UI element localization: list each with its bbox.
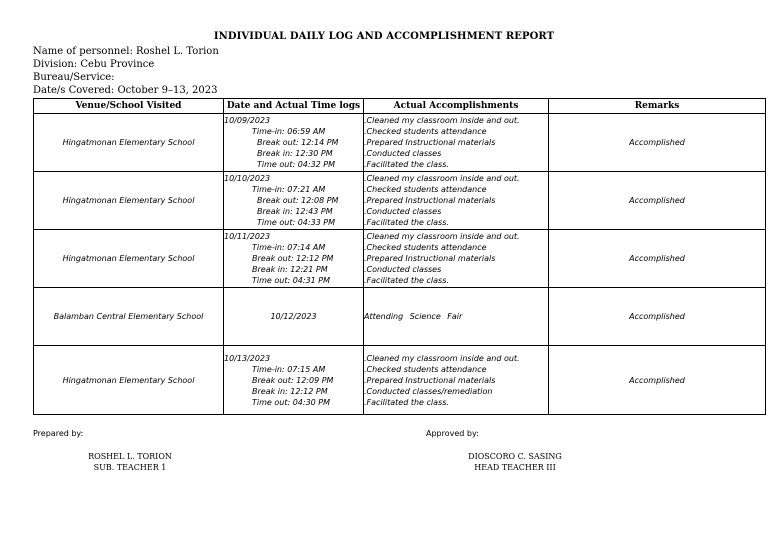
time-out: Time out: 04:32 PM: [257, 160, 336, 169]
preparer-name: ROSHEL L. TORION: [88, 452, 172, 461]
break-out: Break out: 12:09 PM: [252, 375, 334, 385]
table-row: [34, 230, 766, 288]
accomplishments-cell: [364, 114, 549, 172]
accomplishment-item: .Facilitated the class.: [364, 160, 449, 169]
time-log-cell: [224, 172, 364, 230]
time-log-cell: [224, 346, 364, 415]
break-in: Break in: 12:21 PM: [252, 265, 328, 274]
time-in: Time-in: 06:59 AM: [252, 127, 326, 136]
approved-by-label: Approved by:: [426, 429, 479, 438]
header-remarks: Remarks: [549, 99, 766, 114]
remarks-cell: Accomplished: [549, 114, 766, 172]
venue-cell: Hingatmonan Elementary School: [34, 346, 224, 415]
accomplishment-item: .Conducted classes: [364, 149, 442, 158]
time-in: Time-in: 07:21 AM: [252, 185, 326, 194]
break-out: Break out: 12:12 PM: [252, 254, 334, 263]
prepared-by-label: Prepared by:: [33, 429, 84, 438]
accomplishments-cell: [364, 346, 549, 415]
venue-cell: Balamban Central Elementary School: [34, 288, 224, 346]
venue-cell: Hingatmonan Elementary School: [34, 114, 224, 172]
log-date: 10/12/2023: [224, 288, 364, 346]
accomplishment-item: .Conducted classes/remediation: [364, 386, 493, 396]
accomplishment-item: .Prepared Instructional materials: [364, 375, 496, 385]
time-out: Time out: 04:31 PM: [252, 276, 331, 285]
preparer-block: [60, 451, 200, 473]
remarks-cell: Accomplished: [549, 346, 766, 415]
report-title: INDIVIDUAL DAILY LOG AND ACCOMPLISHMENT REPORT: [213, 31, 555, 42]
dates-covered: Date/s Covered: October 9–13, 2023: [33, 85, 218, 96]
table-header-row: [34, 99, 766, 114]
remarks-cell: Accomplished: [549, 288, 766, 346]
accomplishment-item: .Conducted classes: [364, 207, 442, 216]
accomplishment-item: .Checked students attendance: [364, 127, 487, 136]
accomplishment-item: .Facilitated the class.: [364, 218, 449, 227]
preparer-title: SUB. TEACHER 1: [93, 463, 167, 472]
remarks-cell: Accomplished: [549, 172, 766, 230]
break-in: Break in: 12:30 PM: [257, 149, 333, 158]
accomplishment-item: .Checked students attendance: [364, 243, 487, 252]
accomplishment-item: .Cleaned my classroom inside and out.: [364, 116, 520, 125]
table-row: [34, 346, 766, 415]
personnel-name: Name of personnel: Roshel L. Torion: [33, 46, 219, 57]
break-in: Break in: 12:43 PM: [257, 207, 333, 216]
accomplishments-cell: [364, 230, 549, 288]
accomplishment-item: .Prepared Instructional materials: [364, 254, 496, 263]
break-out: Break out: 12:14 PM: [257, 138, 339, 147]
time-out: Time out: 04:30 PM: [252, 397, 331, 407]
accomplishment-item: .Cleaned my classroom inside and out.: [364, 232, 520, 241]
header-venue: Venue/School Visited: [34, 99, 224, 114]
table-row: [34, 172, 766, 230]
division: Division: Cebu Province: [33, 59, 155, 70]
time-in: Time-in: 07:15 AM: [252, 364, 326, 374]
accomplishment-item: .Checked students attendance: [364, 364, 487, 374]
accomplishment-item: .Facilitated the class.: [364, 276, 449, 285]
remarks-cell: Accomplished: [549, 230, 766, 288]
header-date-time: Date and Actual Time logs: [224, 99, 364, 114]
bureau-service: Bureau/Service:: [33, 72, 115, 83]
approver-block: [440, 451, 590, 473]
daily-log-table: [33, 98, 766, 415]
accomplishment-item: .Checked students attendance: [364, 185, 487, 194]
accomplishment-item: .Cleaned my classroom inside and out.: [364, 353, 520, 363]
accomplishment-item: .Prepared Instructional materials: [364, 196, 496, 205]
table-row: [34, 114, 766, 172]
time-log-cell: [224, 114, 364, 172]
accomplishment-item: Attending Science Fair: [364, 288, 549, 346]
log-date: 10/10/2023: [224, 174, 271, 183]
time-in: Time-in: 07:14 AM: [252, 243, 326, 252]
approver-name: DIOSCORO C. SASING: [468, 452, 562, 461]
accomplishment-item: .Cleaned my classroom inside and out.: [364, 174, 520, 183]
time-log-cell: [224, 230, 364, 288]
accomplishment-item: .Prepared Instructional materials: [364, 138, 496, 147]
accomplishments-cell: [364, 172, 549, 230]
venue-cell: Hingatmonan Elementary School: [34, 172, 224, 230]
time-out: Time out: 04:33 PM: [257, 218, 336, 227]
log-date: 10/11/2023: [224, 232, 271, 241]
break-out: Break out: 12:08 PM: [257, 196, 339, 205]
table-row: [34, 288, 766, 346]
venue-cell: Hingatmonan Elementary School: [34, 230, 224, 288]
accomplishment-item: .Conducted classes: [364, 265, 442, 274]
approver-title: HEAD TEACHER III: [474, 463, 556, 472]
header-accomplishments: Actual Accomplishments: [364, 99, 549, 114]
accomplishment-item: .Facilitated the class.: [364, 397, 449, 407]
break-in: Break in: 12:12 PM: [252, 386, 328, 396]
log-date: 10/09/2023: [224, 116, 271, 125]
log-date: 10/13/2023: [224, 353, 271, 363]
